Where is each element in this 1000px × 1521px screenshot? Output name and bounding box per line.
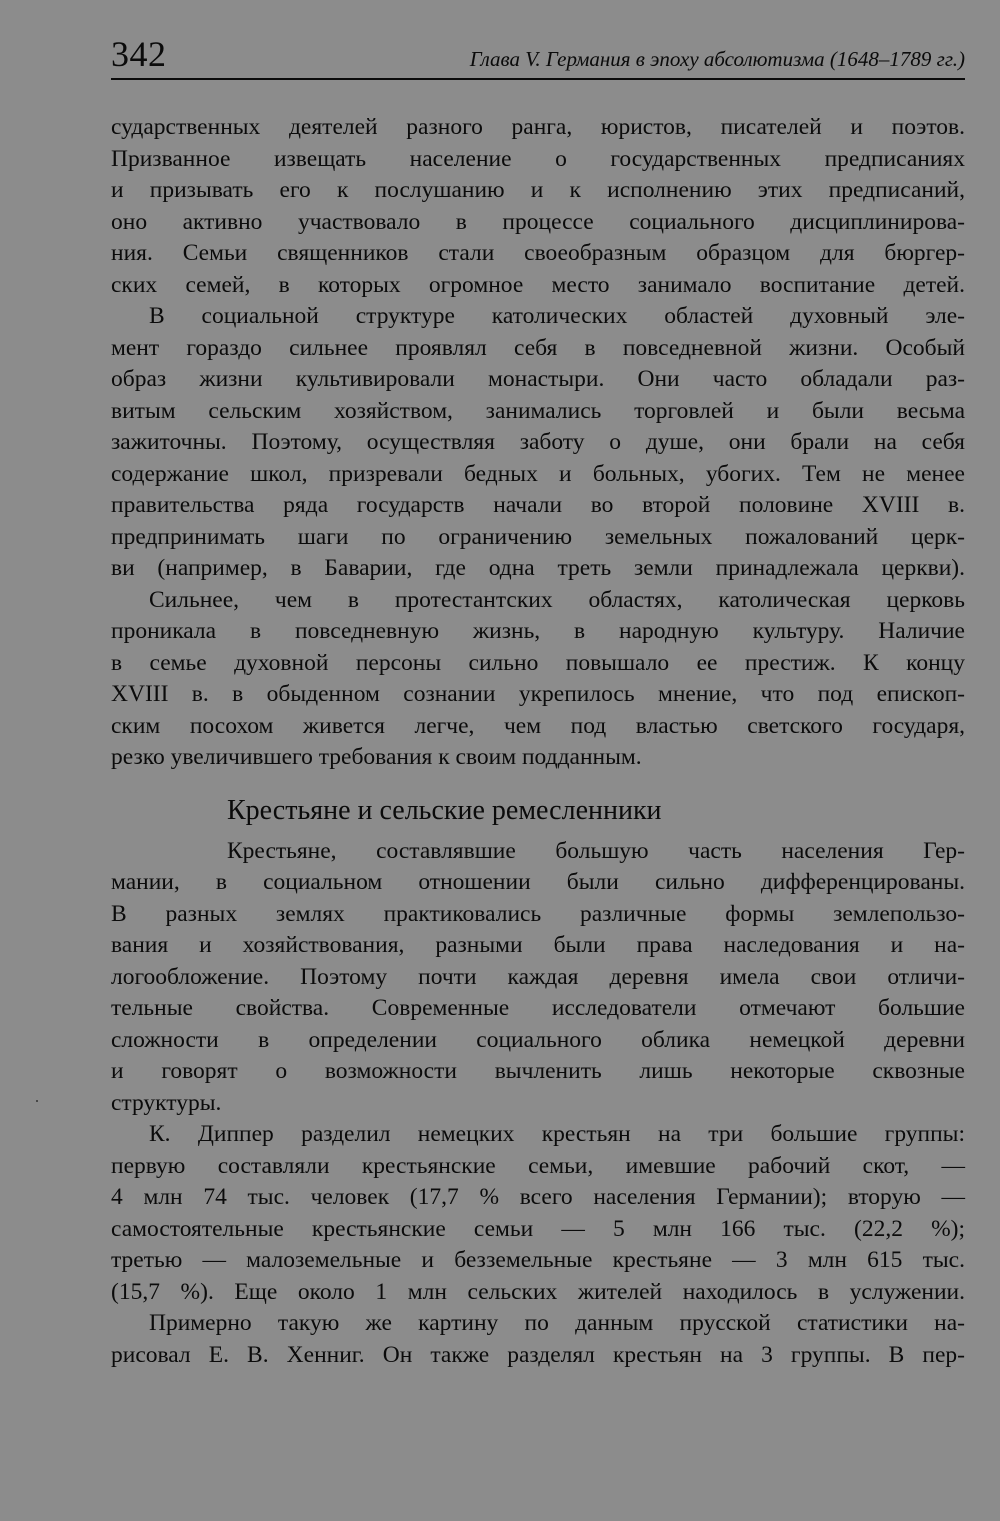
text-line: сударственных деятелей разного ранга, юристов, писателей и поэтов. xyxy=(111,114,965,140)
text-line: Призванное извещать население о государственных предписаниях xyxy=(111,145,965,172)
paragraph xyxy=(111,585,965,774)
text-line: рисовал Е. В. Хенниг. Он также разделял крестьян на 3 группы. В пер- xyxy=(111,1341,965,1368)
text-line: мании, в социальном отношении были сильно дифференцированы. xyxy=(111,869,965,895)
text-line: содержание школ, призревали бедных и больных, убогих. Тем не менее xyxy=(111,460,965,487)
text-line: XVIII в. в обыденном сознании укрепилось мнение, что под епископ- xyxy=(111,681,965,707)
text-line: Сильнее, чем в протестантских областях, католическая церковь xyxy=(149,586,965,613)
text-line: В социальной структуре католических областей духовный эле- xyxy=(149,303,965,329)
text-line: Примерно такую же картину по данным прусской статистики на- xyxy=(149,1310,965,1336)
text-line: и говорят о возможности вычленить лишь некоторые сквозные xyxy=(111,1058,965,1084)
text-line: 4 млн 74 тыс. человек (17,7 % всего населения Германии); вторую — xyxy=(111,1184,965,1210)
text-line: зажиточны. Поэтому, осуществляя заботу о душе, они брали на себя xyxy=(111,429,965,455)
text-line: первую составляли крестьянские семьи, имевшие рабочий скот, — xyxy=(111,1152,965,1179)
text-line: образ жизни культивировали монастыри. Они часто обладали раз- xyxy=(111,366,965,392)
text-line: ви (например, в Баварии, где одна треть земли принадлежала церкви). xyxy=(111,555,965,581)
text-line: витым сельским хозяйством, занимались торговлей и были весьма xyxy=(111,397,965,424)
text-line: ским посохом живется легче, чем под властью светского государя, xyxy=(111,712,965,739)
page-body xyxy=(111,112,965,1371)
scan-speck xyxy=(36,1100,38,1102)
text-line: логообложение. Поэтому почти каждая деревня имела свои отличи- xyxy=(111,963,965,990)
text-line: правительства ряда государств начали во второй половине XVIII в. xyxy=(111,492,965,518)
paragraph xyxy=(111,1119,965,1308)
section-heading: Крестьяне и сельские ремесленники xyxy=(227,794,662,826)
text-line: ния. Семьи священников стали своеобразным образцом для бюргер- xyxy=(111,240,965,266)
text-line: структуры. xyxy=(111,1089,222,1116)
text-line: проникала в повседневную жизнь, в народную культуру. Наличие xyxy=(111,618,965,644)
text-line: (15,7 %). Еще около 1 млн сельских жителей находилось в услужении. xyxy=(111,1278,965,1305)
text-line: резко увеличившего требования к своим подданным. xyxy=(111,744,642,770)
page-header xyxy=(111,34,965,78)
text-line: В разных землях практиковались различные формы землепользо- xyxy=(111,900,965,927)
header-divider xyxy=(111,78,965,80)
text-line: мент гораздо сильнее проявлял себя в повседневной жизни. Особый xyxy=(111,334,965,361)
page-number: 342 xyxy=(111,34,167,74)
paragraph xyxy=(111,301,965,585)
text-line: самостоятельные крестьянские семьи — 5 млн 166 тыс. (22,2 %); xyxy=(111,1215,965,1242)
text-line: тельные свойства. Современные исследователи отмечают большие xyxy=(111,995,965,1021)
text-line: предпринимать шаги по ограничению земельных пожалований церк- xyxy=(111,523,965,550)
text-line: в семье духовной персоны сильно повышало ее престиж. К концу xyxy=(111,649,965,676)
paragraph xyxy=(111,836,965,1120)
text-line: вания и хозяйствования, разными были права наследования и на- xyxy=(111,932,965,958)
paragraph xyxy=(111,112,965,301)
text-line: и призывать его к послушанию и к исполнению этих предписаний, xyxy=(111,177,965,203)
text-line: Крестьяне, составлявшие большую часть населения Гер- xyxy=(227,837,965,864)
text-line: ских семей, в которых огромное место занимало воспитание детей. xyxy=(111,271,965,298)
paragraph xyxy=(111,1308,965,1371)
text-line: К. Диппер разделил немецких крестьян на три большие группы: xyxy=(149,1121,965,1147)
text-line: сложности в определении социального облика немецкой деревни xyxy=(111,1026,965,1053)
text-line: оно активно участвовало в процессе социального дисциплинирова- xyxy=(111,208,965,235)
running-title: Глава V. Германия в эпоху абсолютизма (1648–1789 гг.) xyxy=(469,47,965,71)
text-line: третью — малоземельные и безземельные крестьяне — 3 млн 615 тыс. xyxy=(111,1247,965,1273)
